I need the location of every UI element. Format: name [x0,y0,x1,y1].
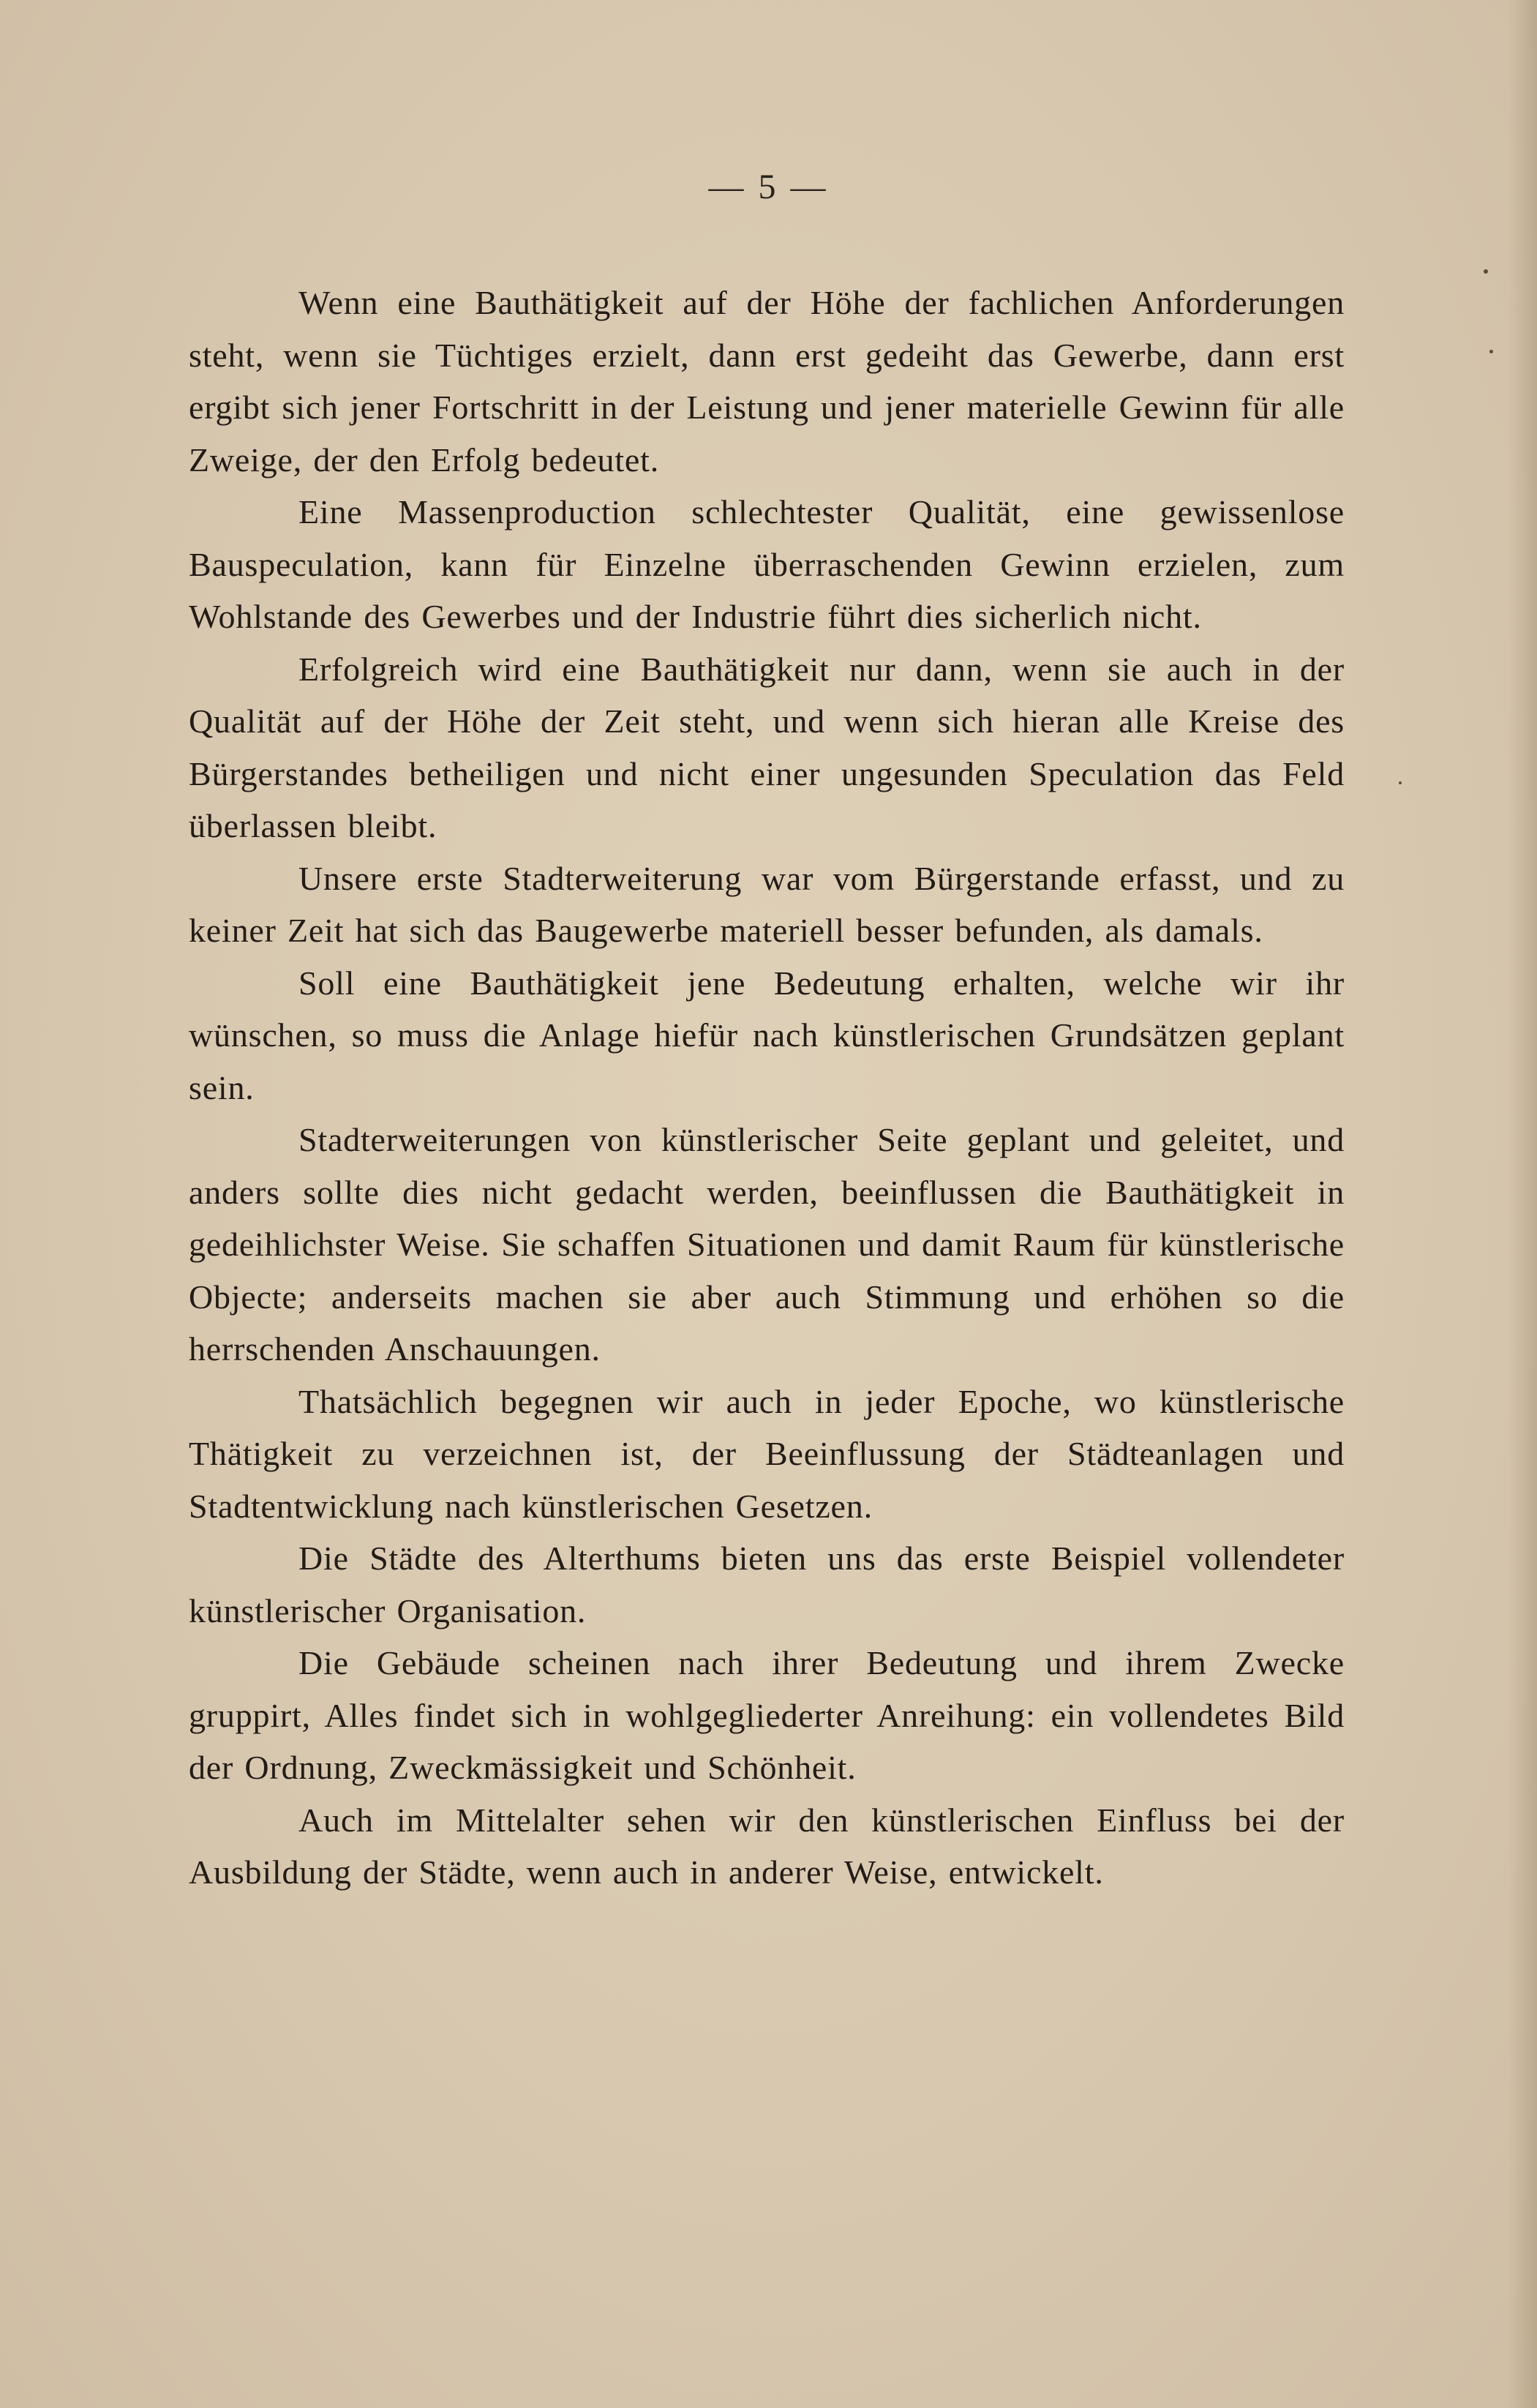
paragraph-9: Die Gebäude scheinen nach ihrer Bedeutung und ihrem Zwecke gruppirt, Alles findet sich in wohlgegliederter Anreihung: ein vollendetes Bild der Ordnung, Zweckmässigkeit und Schönheit. [189,1644,1345,1786]
body-text [189,277,1345,1899]
paragraph-4: Unsere erste Stadterweiterung war vom Bürgerstande erfasst, und zu keiner Zeit hat sich das Baugewerbe materiell besser befunden, als damals. [189,859,1345,949]
paper-speck [1489,350,1493,353]
paragraph-8: Die Städte des Alterthums bieten uns das erste Beispiel vollendeter künstlerischer Organisation. [189,1539,1345,1629]
paragraph-3: Erfolgreich wird eine Bauthätigkeit nur dann, wenn sie auch in der Qualität auf der Höhe der Zeit steht, und wenn sich hieran alle Kreise des Bürgerstandes betheiligen und nicht einer ungesunden Speculation das Feld überlassen bleibt. [189,650,1345,844]
paper-speck [1399,781,1402,784]
paragraph-1: Wenn eine Bauthätigkeit auf der Höhe der fachlichen Anforderungen steht, wenn sie Tüchtiges erzielt, dann erst gedeiht das Gewerbe, dann erst ergibt sich jener Fortschritt in der Leistung und jener materielle Gewinn für alle Zweige, der den Erfolg bedeutet. [189,284,1345,479]
page-edge-shadow [1508,0,1537,2408]
paragraph-7: Thatsächlich begegnen wir auch in jeder Epoche, wo künstlerische Thätigkeit zu verzeichnen ist, der Beeinflussung der Städteanlagen und Stadtentwicklung nach künstlerischen Gesetzen. [189,1382,1345,1525]
paragraph-6: Stadterweiterungen von künstlerischer Seite geplant und geleitet, und anders sollte dies nicht gedacht werden, beeinflussen die Bauthätigkeit in gedeihlichster Weise. Sie schaffen Situationen und damit Raum für künstlerische Objecte; anderseits machen sie aber auch Stimmung und erhöhen so die herrschenden Anschauungen. [189,1121,1345,1368]
paragraph-5: Soll eine Bauthätigkeit jene Bedeutung erhalten, welche wir ihr wünschen, so muss die Anlage hiefür nach künstlerischen Grundsätzen geplant sein. [189,964,1345,1106]
paragraph-2: Eine Massenproduction schlechtester Qualität, eine gewissenlose Bauspeculation, kann für Einzelne überraschenden Gewinn erzielen, zum Wohlstande des Gewerbes und der Industrie führt dies sicherlich nicht. [189,493,1345,635]
paragraph-10: Auch im Mittelalter sehen wir den künstlerischen Einfluss bei der Ausbildung der Städte, wenn auch in anderer Weise, entwickelt. [189,1801,1345,1891]
paper-speck [1484,269,1488,274]
page-number: — 5 — [708,168,829,206]
